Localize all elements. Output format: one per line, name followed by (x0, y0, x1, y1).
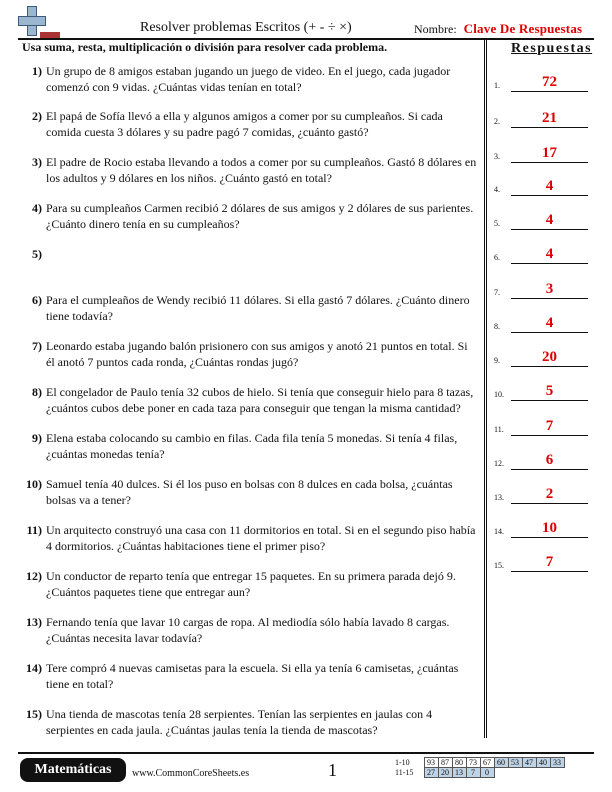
answer-number: 14. (494, 527, 504, 536)
problem-number: 10) (26, 477, 42, 491)
answer-number: 15. (494, 561, 504, 570)
answer-value: 6 (545, 452, 554, 468)
problem-text: Una tienda de mascotas tenía 28 serpientes. Tenían las serpientes en jaulas con 4 serpientes en cada jaula. ¿Cuántas jaulas tenía la tienda de mascotas? (46, 707, 433, 737)
score-cell: 67 (480, 758, 494, 768)
problem-4 (22, 201, 477, 232)
problem-text: Leonardo estaba jugando balón prisionero con sus amigos y anotó 21 puntos en total. Si él anotó 7 puntos cada ronda, ¿Cuántas rondas jugó? (46, 339, 468, 369)
answer-13 (494, 484, 594, 504)
score-cell: 7 (466, 768, 480, 778)
score-table (394, 757, 565, 778)
problem-number: 7) (32, 339, 42, 353)
score-cell: 60 (494, 758, 508, 768)
problem-number: 11) (26, 523, 42, 537)
problem-text: Un arquitecto construyó una casa con 11 dormitorios en total. Si en el segundo piso había 4 dormitorios. ¿Cuántas habitaciones tiene el primer piso? (46, 523, 476, 553)
answer-number: 6. (494, 253, 500, 262)
instructions: Usa suma, resta, multiplicación o división para resolver cada problema. (22, 40, 388, 54)
problem-text: Para el cumpleaños de Wendy recibió 11 dólares. Si ella gastó 7 dólares. ¿Cuánto dinero tiene todavía? (46, 293, 470, 323)
score-cell: 53 (508, 758, 522, 768)
problem-number: 4) (32, 201, 42, 215)
answer-number: 13. (494, 493, 504, 502)
answer-value: 5 (545, 383, 554, 399)
score-row-label: 1-10 (395, 758, 410, 767)
answer-value: 17 (542, 145, 557, 161)
name-label: Nombre: (414, 22, 457, 36)
score-cell: 20 (438, 768, 452, 778)
answer-value: 4 (545, 315, 554, 331)
problem-10 (22, 477, 477, 508)
answer-15 (494, 552, 594, 572)
problem-number: 6) (32, 293, 42, 307)
problem-number: 8) (32, 385, 42, 399)
answer-number: 12. (494, 459, 504, 468)
answer-8 (494, 313, 594, 333)
score-cell: 27 (424, 768, 438, 778)
logo-icon (18, 6, 62, 38)
answer-number: 2. (494, 117, 500, 126)
score-cell: 13 (452, 768, 466, 778)
answer-2 (494, 108, 594, 128)
problem-text: Elena estaba colocando su cambio en filas. Cada fila tenía 5 monedas. Si tenía 4 filas, ¿cuántas monedas tenía? (46, 431, 458, 461)
footer-divider (18, 752, 594, 754)
problem-9 (22, 431, 477, 462)
problem-14 (22, 661, 477, 692)
answers-heading: Respuestas (511, 41, 593, 56)
answer-value: 3 (545, 281, 554, 297)
score-cell: 40 (536, 758, 550, 768)
answer-7 (494, 279, 594, 299)
problem-1 (22, 64, 477, 95)
answer-1 (494, 72, 594, 92)
score-cell: 73 (466, 758, 480, 768)
problem-text: Un conductor de reparto tenía que entregar 15 paquetes. En su primera parada dejó 9. ¿Cuántos paquetes tiene que entregar aun? (46, 569, 456, 599)
score-cell: 33 (550, 758, 564, 768)
score-cell: 87 (438, 758, 452, 768)
answer-9 (494, 347, 594, 367)
score-row-label: 11-15 (395, 768, 414, 777)
problem-number: 12) (26, 569, 42, 583)
answer-number: 10. (494, 390, 504, 399)
answer-6 (494, 244, 594, 264)
name-value: Clave De Respuestas (463, 21, 583, 36)
problem-7 (22, 339, 477, 370)
answer-11 (494, 416, 594, 436)
answer-4 (494, 176, 594, 196)
problem-number: 15) (26, 707, 42, 721)
answer-number: 4. (494, 185, 500, 194)
problem-number: 5) (32, 247, 42, 261)
answer-value: 4 (545, 178, 554, 194)
problem-8 (22, 385, 477, 416)
answer-value: 72 (542, 74, 557, 90)
answer-number: 3. (494, 152, 500, 161)
score-cell: 93 (424, 758, 438, 768)
problem-3 (22, 155, 477, 186)
answer-value: 4 (545, 246, 554, 262)
problem-12 (22, 569, 477, 600)
answer-number: 5. (494, 219, 500, 228)
answer-value: 20 (542, 349, 557, 365)
answer-number: 7. (494, 288, 500, 297)
score-cell: 0 (480, 768, 494, 778)
answer-12 (494, 450, 594, 470)
answer-value: 10 (542, 520, 557, 536)
problem-text: El congelador de Paulo tenía 32 cubos de hielo. Si tenía que conseguir hielo para 8 tazas, ¿cuántos cubos debe poner en cada taza para conseguir que tengan la misma cantidad? (46, 385, 474, 415)
problem-number: 3) (32, 155, 42, 169)
problem-text: Samuel tenía 40 dulces. Si él los puso en bolsas con 8 dulces en cada bolsa, ¿cuántas bolsas va a tener? (46, 477, 453, 507)
score-cell: 47 (522, 758, 536, 768)
answer-number: 9. (494, 356, 500, 365)
problem-number: 13) (26, 615, 42, 629)
page-title: Resolver problemas Escritos (+ - ÷ ×) (140, 20, 352, 35)
name-field (414, 21, 582, 37)
answer-number: 1. (494, 81, 500, 90)
problem-15 (22, 707, 477, 738)
problem-text: El papá de Sofía llevó a ella y algunos amigos a comer por su cumpleaños. Si cada comida cuesta 3 dólares y su padre pagó 7 comidas, ¿cuánto gastó? (46, 109, 443, 139)
answer-3 (494, 143, 594, 163)
page-number: 1 (328, 760, 337, 780)
site-url: www.CommonCoreSheets.es (132, 768, 250, 779)
problem-number: 14) (26, 661, 42, 675)
problem-text: Fernando tenía que lavar 10 cargas de ropa. Al mediodía sólo había lavado 8 cargas. ¿Cuántas necesita lavar todavía? (46, 615, 450, 645)
problem-number: 1) (32, 64, 42, 78)
problem-text: Tere compró 4 nuevas camisetas para la escuela. Si ella ya tenía 6 camisetas, ¿cuántas tiene en total? (46, 661, 459, 691)
answer-value: 7 (545, 418, 554, 434)
answer-number: 8. (494, 322, 500, 331)
score-cell: 80 (452, 758, 466, 768)
score-row (394, 758, 564, 768)
answer-value: 2 (545, 486, 554, 502)
problem-13 (22, 615, 477, 646)
problem-number: 9) (32, 431, 42, 445)
problem-2 (22, 109, 477, 140)
problem-number: 2) (32, 109, 42, 123)
answer-value: 7 (545, 554, 554, 570)
score-row (394, 768, 564, 778)
answer-14 (494, 518, 594, 538)
problem-11 (22, 523, 477, 554)
answer-value: 4 (545, 212, 554, 228)
problem-text: El padre de Rocio estaba llevando a todos a comer por su cumpleaños. Gastó 8 dólares en los adultos y 9 dólares en los niños. ¿Cuánto gastó en total? (46, 155, 477, 185)
answer-10 (494, 381, 594, 401)
subject-badge: Matemáticas (20, 758, 126, 782)
answer-5 (494, 210, 594, 230)
answer-value: 21 (542, 110, 557, 126)
answer-number: 11. (494, 425, 504, 434)
problem-text: Para su cumpleaños Carmen recibió 2 dólares de sus amigos y 2 dólares de sus parientes. ¿Cuánto dinero tenía en su cumpleaños? (46, 201, 474, 231)
problem-6 (22, 293, 477, 324)
problem-text: Un grupo de 8 amigos estaban jugando un juego de video. En el juego, cada jugador comenzó con 9 vidas. ¿Cuántas vidas tenían en total? (46, 64, 451, 94)
